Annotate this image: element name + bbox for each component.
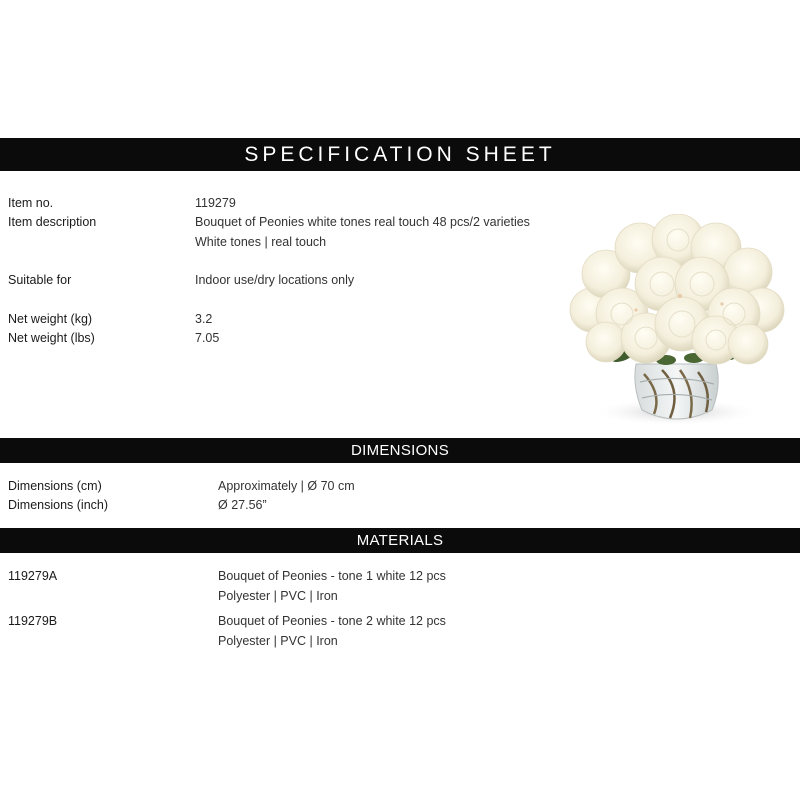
materials-header-bar (0, 528, 800, 553)
page-title: SPECIFICATION SHEET (244, 143, 556, 166)
net-weight-kg-value: 3.2 (195, 312, 213, 326)
materials-header: MATERIALS (356, 532, 444, 549)
material-code: 119279A (8, 569, 58, 583)
material-description: Bouquet of Peonies - tone 2 white 12 pcs (218, 614, 446, 628)
dimensions-inch-value: Ø 27.56” (218, 498, 267, 512)
dimensions-cm-value: Approximately | Ø 70 cm (218, 479, 355, 493)
material-composition: Polyester | PVC | Iron (218, 589, 338, 603)
material-composition: Polyester | PVC | Iron (218, 634, 338, 648)
item-description-line1: Bouquet of Peonies white tones real touch 48 pcs/2 varieties (195, 215, 530, 229)
item-description-line2: White tones | real touch (195, 235, 327, 249)
dimensions-header-bar (0, 438, 800, 463)
item-no-value: 119279 (195, 196, 236, 210)
product-image-peony-bouquet (562, 214, 790, 436)
net-weight-lbs-value: 7.05 (195, 331, 220, 345)
suitable-for-value: Indoor use/dry locations only (195, 273, 355, 287)
item-description-label: Item description (8, 215, 97, 229)
spec-sheet-header-bar (0, 138, 800, 171)
dimensions-cm-label: Dimensions (cm) (8, 479, 102, 493)
item-no-label: Item no. (8, 196, 54, 210)
net-weight-kg-label: Net weight (kg) (8, 312, 93, 326)
dimensions-inch-label: Dimensions (inch) (8, 498, 109, 512)
material-description: Bouquet of Peonies - tone 1 white 12 pcs (218, 569, 446, 583)
dimensions-header: DIMENSIONS (350, 442, 449, 459)
net-weight-lbs-label: Net weight (lbs) (8, 331, 95, 345)
material-code: 119279B (8, 614, 58, 628)
suitable-for-label: Suitable for (8, 273, 72, 287)
